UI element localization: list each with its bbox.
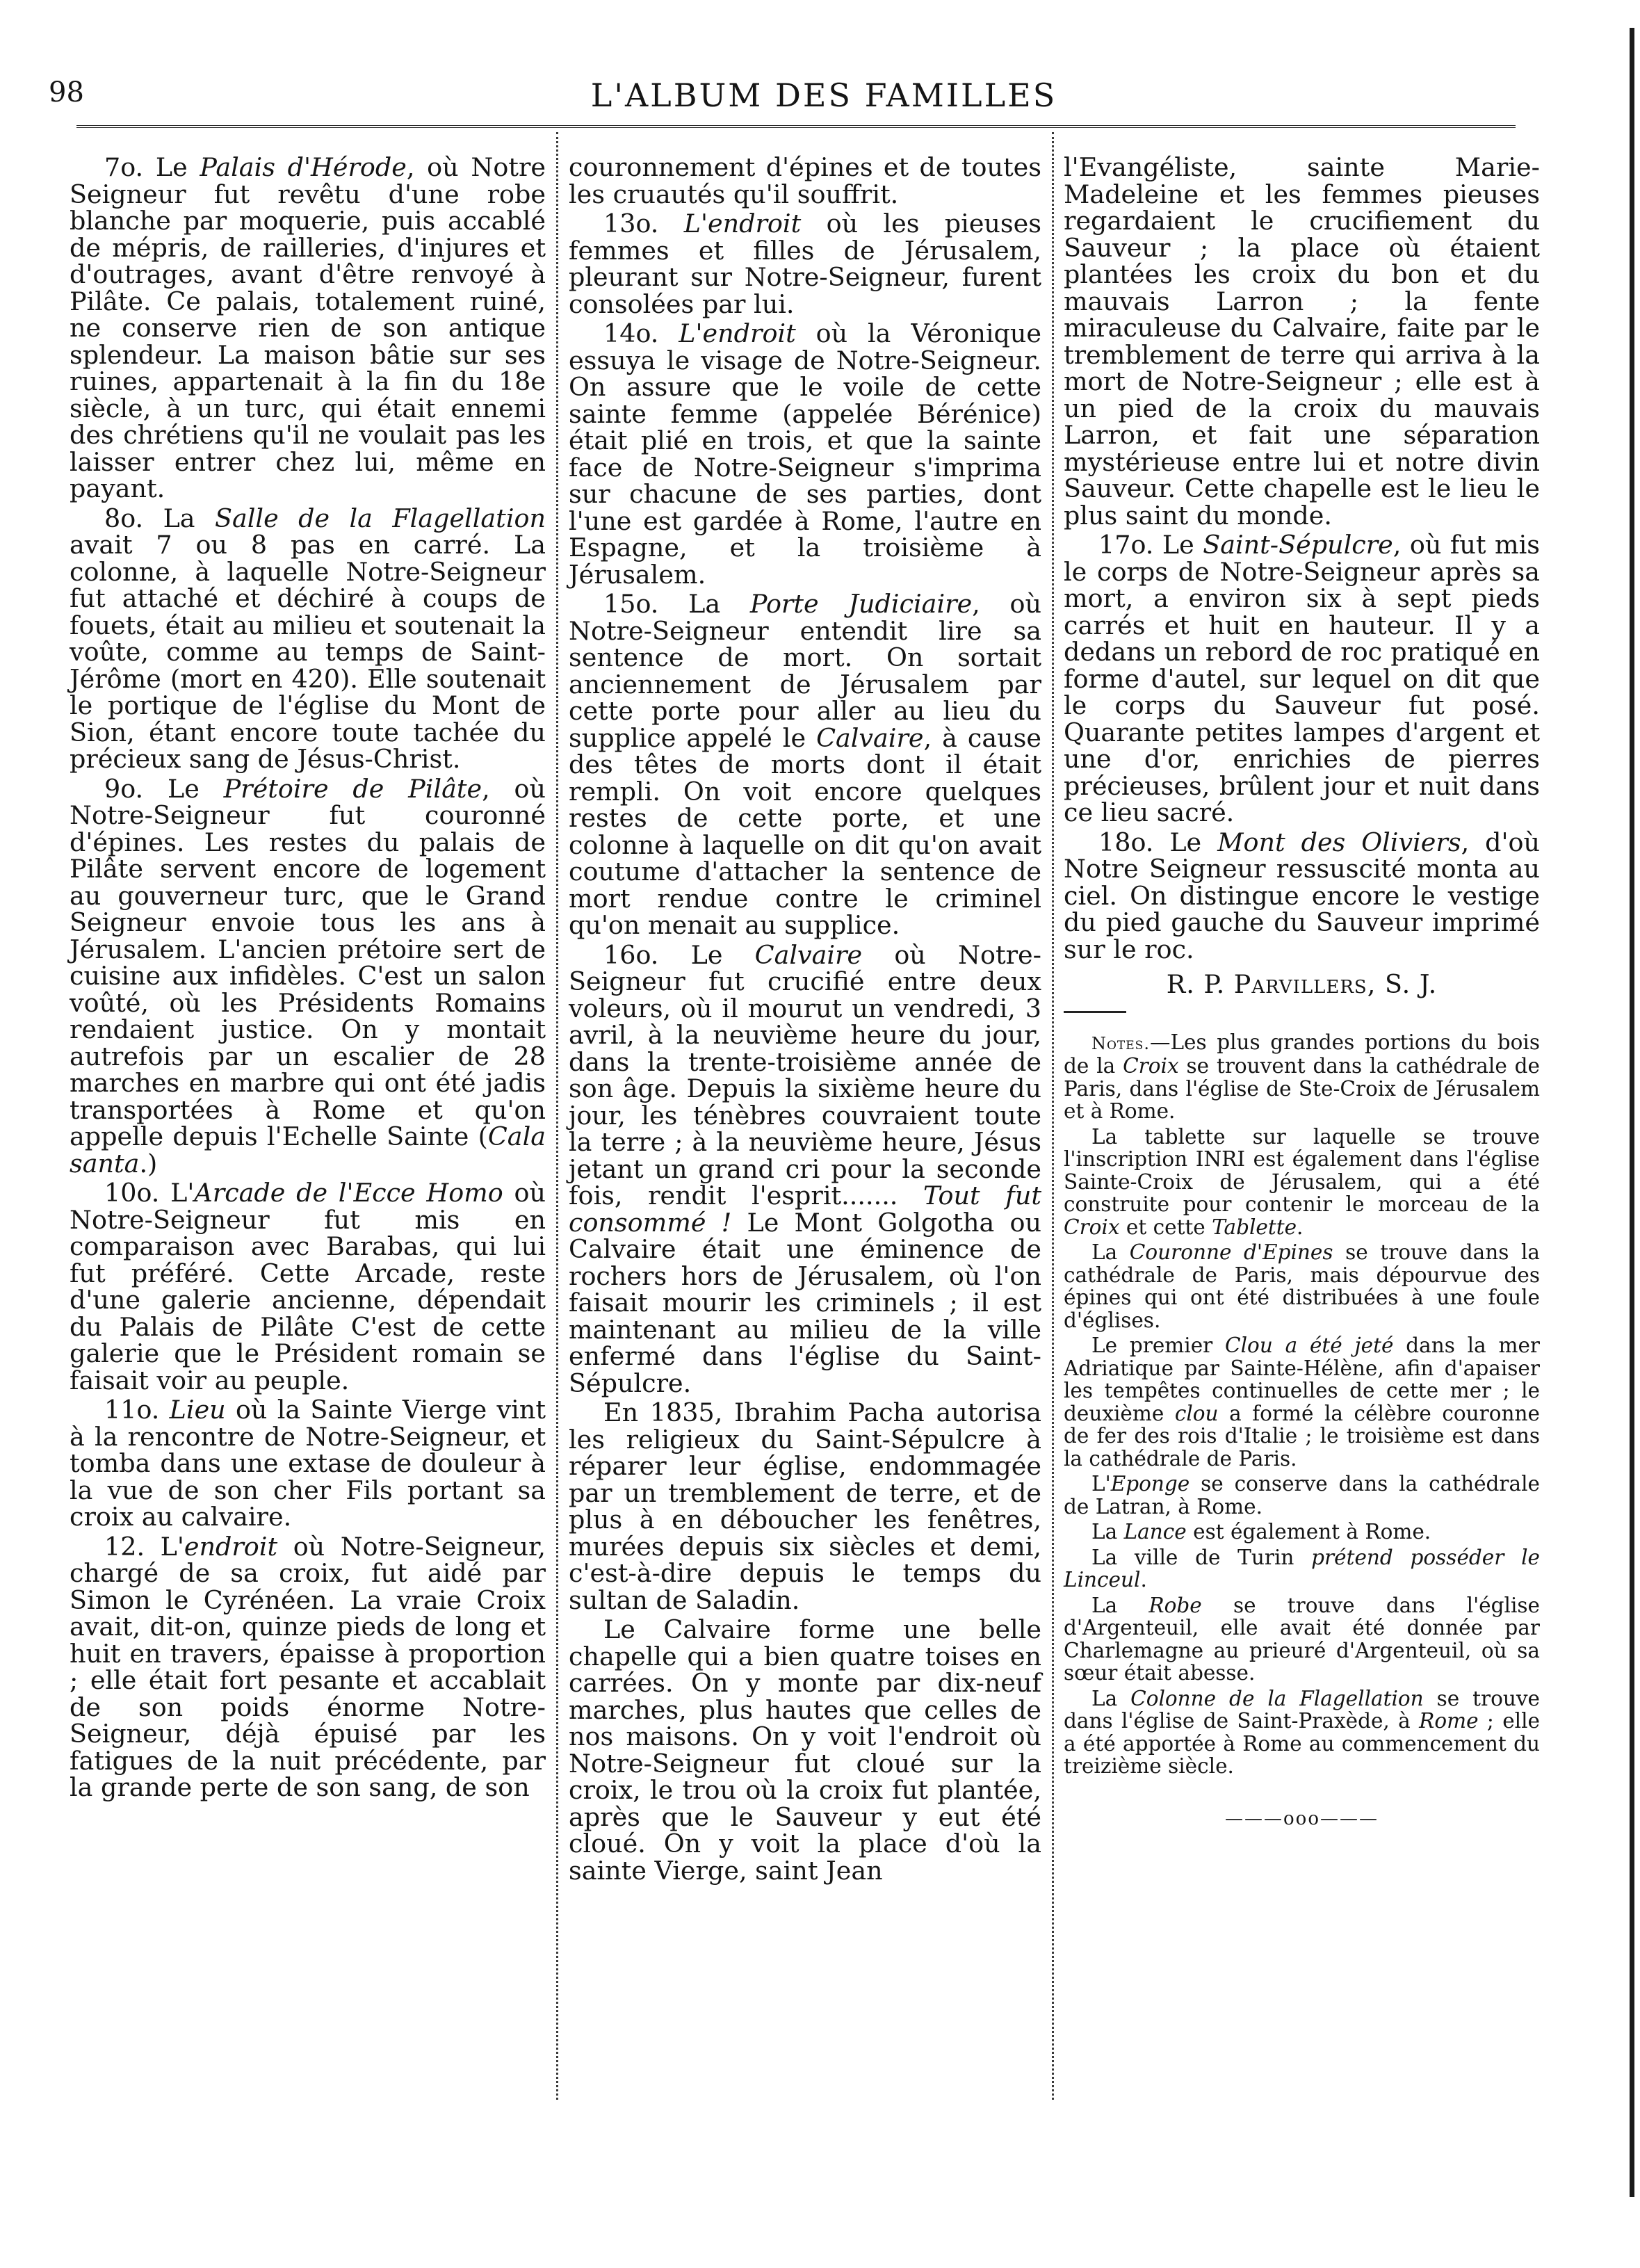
italic-text: Eponge bbox=[1110, 1472, 1190, 1496]
text-run: est également à Rome. bbox=[1186, 1520, 1431, 1544]
text-run: .) bbox=[139, 1148, 158, 1178]
text-run: . bbox=[1140, 1568, 1147, 1591]
article-paragraph bbox=[70, 505, 546, 773]
text-run: se conserve dans la cathédrale de Latran, à Rome. bbox=[1064, 1472, 1540, 1518]
text-run: En 1835, Ibrahim Pacha autorisa les religieux du Saint-Sépulcre à réparer leur église, endommagée par un tremblement de terre, et de plus à en déboucher les fenêtres, murées depuis six siècles et demi, c'est-à-dire depuis le temps du sultan de Saladin. bbox=[569, 1398, 1041, 1615]
note-paragraph bbox=[1064, 1031, 1540, 1123]
note-paragraph bbox=[1064, 1241, 1540, 1331]
italic-text: Arcade de l'Ecce Homo bbox=[194, 1178, 503, 1208]
text-run: La bbox=[1091, 1593, 1149, 1617]
text-run: 14o. bbox=[603, 318, 679, 348]
text-run: . bbox=[1297, 1215, 1304, 1239]
article-paragraph bbox=[569, 1614, 1041, 1886]
text-run: , d'où Notre Seigneur ressuscité monta au ciel. On distingue encore le vestige du pied gauche du Sauveur imprimé sur le roc. bbox=[1064, 827, 1540, 964]
text-run: , où Notre Seigneur fut revêtu d'une robe blanche par moquerie, puis accablé de mépris, de railleries, d'injures et d'outrages, avant d'être renvoyé à Pilâte. Ce palais, totalement ruiné, ne conserve rien de son antique splendeur. La maison bâtie sur ses ruines, appartenait à la fin du 18e siècle, à un turc, qui était ennemi des chrétiens qu'il ne voulait pas les laisser entrer chez lui, même en payant. bbox=[70, 152, 546, 503]
text-run: La bbox=[1091, 1240, 1130, 1264]
italic-text: Lieu bbox=[169, 1395, 226, 1425]
italic-text: Mont des Oliviers bbox=[1217, 827, 1461, 857]
text-run: où Notre-Seigneur fut crucifié entre deux voleurs, où il mourut un vendredi, 3 avril, à la neuvième heure du jour, dans la trente-troisième année de son âge. Depuis la sixième heure du jour, les ténèbres couvraient toute la terre ; à la neuvième heure, Jésus jetant un grand cri pour la seconde fois, rendit l'esprit....... bbox=[569, 939, 1041, 1210]
article-paragraph bbox=[569, 154, 1041, 208]
text-run: et cette bbox=[1119, 1215, 1212, 1239]
text-run: où les pieuses femmes et filles de Jérusalem, pleurant sur Notre-Seigneur, furent consolées par lui. bbox=[569, 209, 1041, 319]
text-run: —Les plus grandes portions du bois de la bbox=[1064, 1030, 1540, 1078]
article-paragraph bbox=[70, 1531, 546, 1802]
italic-text: Robe bbox=[1148, 1593, 1202, 1617]
text-run: La bbox=[1091, 1520, 1124, 1544]
end-ornament: ———ooo——— bbox=[1225, 1808, 1379, 1829]
text-run: 15o. La bbox=[603, 589, 750, 619]
article-paragraph bbox=[569, 318, 1041, 590]
text-run: 8o. La bbox=[104, 503, 215, 533]
notes-section bbox=[1064, 1031, 1540, 1778]
text-run: où Notre-Seigneur, chargé de sa croix, fut aidé par Simon le Cyrénéen. La vraie Croix avait, dit-on, quinze pieds de long et huit en travers, épaisse à proportion ; elle était fort pesante et accablait de son poids énorme Notre-Seigneur, déjà épuisé par les fatigues de la nuit précédente, par la grande perte de son sang, de son bbox=[70, 1531, 546, 1802]
author-signature: R. P. Parvillers, S. J. bbox=[1166, 969, 1438, 999]
note-paragraph bbox=[1064, 1473, 1540, 1518]
text-run: couronnement d'épines et de toutes les cruautés qu'il souffrit. bbox=[569, 152, 1041, 209]
italic-text: Calvaire bbox=[816, 722, 924, 753]
italic-text: endroit bbox=[184, 1531, 278, 1562]
italic-text: prétend posséder le Linceul bbox=[1064, 1545, 1540, 1591]
article-paragraph bbox=[70, 154, 546, 503]
article-paragraph bbox=[569, 939, 1041, 1398]
italic-text: Prétoire de Pilâte bbox=[223, 773, 482, 804]
page-header bbox=[49, 70, 1599, 118]
text-run: se trouvent dans la cathédrale de Paris, dans l'église de Ste-Croix de Jérusalem et à Rome. bbox=[1064, 1054, 1540, 1123]
italic-text: Lance bbox=[1123, 1520, 1187, 1544]
italic-text: Croix bbox=[1123, 1054, 1179, 1078]
italic-text: L'endroit bbox=[683, 209, 802, 238]
text-run: a formé la célèbre couronne de fer des rois d'Italie ; le troisième est dans la cathédrale de Paris. bbox=[1064, 1401, 1540, 1471]
note-paragraph bbox=[1064, 1546, 1540, 1591]
column-middle bbox=[569, 154, 1041, 1887]
column-rule-left bbox=[556, 132, 558, 2100]
italic-text: L'endroit bbox=[679, 318, 796, 348]
text-run: , où fut mis le corps de Notre-Seigneur après sa mort, a environ six à sept pieds carrés et huit en hauteur. Il y a dedans un rebord de roc pratiqué en forme d'autel, sur lequel on dit que le corps du Sauveur fut posé. Quarante petites lampes d'argent et une d'or, enrichies de pierres précieuses, brûlent jour et nuit dans ce lieu sacré. bbox=[1064, 530, 1540, 827]
text-run: 11o. bbox=[104, 1395, 170, 1425]
text-run: 9o. Le bbox=[104, 773, 224, 804]
column-rule-right bbox=[1052, 132, 1054, 2100]
text-run: Le Calvaire forme une belle chapelle qui a bien quatre toises en carrées. On y monte par dix-neuf marches, plus hautes que celles de nos maisons. On y voit l'endroit où Notre-Seigneur fut cloué sur la croix, le trou où la croix fut plantée, après que le Sauveur y eut été cloué. On y voit la place d'où la sainte Vierge, saint Jean bbox=[569, 1614, 1041, 1886]
column-left bbox=[70, 154, 546, 1804]
article-paragraph bbox=[569, 1400, 1041, 1614]
text-run: La tablette sur laquelle se trouve l'inscription INRI est également dans l'église Sainte-Croix de Jérusalem, qui a été construite pour contenir le morceau de la bbox=[1064, 1124, 1540, 1216]
text-run: où la Sainte Vierge vint à la rencontre de Notre-Seigneur, et tomba dans une extase de douleur à la vue de son cher Fils portant sa croix au calvaire. bbox=[70, 1395, 546, 1532]
italic-text: Salle de la Flagellation bbox=[214, 503, 546, 533]
article-paragraph bbox=[1064, 829, 1540, 964]
notes-separator bbox=[1064, 1011, 1126, 1013]
notes-label: Notes. bbox=[1091, 1033, 1150, 1053]
text-run: , à cause des têtes de morts dont il était rempli. On voit encore quelques restes de cette porte, et une colonne à laquelle on dit qu'on avait coutume d'attacher la sentence de mort rendue contre le criminel qu'on menait au supplice. bbox=[569, 722, 1041, 940]
text-run: se trouve dans la cathédrale de Paris, mais dépourvue des épines qui ont été distribuées à une foule d'églises. bbox=[1064, 1240, 1540, 1332]
text-run: 7o. Le bbox=[104, 152, 200, 182]
text-run: La ville de Turin bbox=[1091, 1545, 1312, 1569]
article-paragraph bbox=[569, 591, 1041, 939]
note-paragraph bbox=[1064, 1687, 1540, 1778]
article-paragraph bbox=[1064, 532, 1540, 827]
note-paragraph bbox=[1064, 1594, 1540, 1685]
italic-text: Palais d'Hérode bbox=[200, 152, 407, 182]
text-run: Le Mont Golgotha ou Calvaire était une éminence de rochers hors de Jérusalem, où l'on faisait mourir les criminels ; il est maintenant au milieu de la ville enfermé dans l'église du Saint-Sépulcre. bbox=[569, 1207, 1041, 1398]
note-paragraph bbox=[1064, 1521, 1540, 1544]
note-paragraph bbox=[1064, 1334, 1540, 1470]
text-run: , où Notre-Seigneur entendit lire sa sentence de mort. On sortait anciennement de Jérusalem par cette porte pour aller au lieu du supplice appelé le bbox=[569, 589, 1041, 753]
text-run: où Notre-Seigneur fut mis en comparaison avec Barabas, qui lui fut préféré. Cette Arcade, reste d'une galerie ancienne, dépendait du Palais de Pilâte C'est de cette galerie que le Président romain se faisait voir au peuple. bbox=[70, 1178, 546, 1395]
article-paragraph bbox=[70, 1397, 546, 1531]
italic-text: Couronne d'Epines bbox=[1129, 1240, 1333, 1264]
text-run: Le premier bbox=[1091, 1334, 1226, 1357]
text-run: 17o. Le bbox=[1098, 530, 1203, 560]
italic-text: Porte Judiciaire bbox=[749, 589, 973, 619]
text-run: 13o. bbox=[603, 209, 684, 238]
italic-text: Saint-Sépulcre bbox=[1203, 530, 1393, 560]
note-paragraph bbox=[1064, 1126, 1540, 1239]
text-run: où la Véronique essuya le visage de Notre-Seigneur. On assure que le voile de cette sainte femme (appelée Bérénice) était plié en trois, et que la sainte face de Notre-Seigneur s'imprima sur chacune de ses parties, dont l'une est gardée à Rome, l'autre en Espagne, et la troisième à Jérusalem. bbox=[569, 318, 1041, 590]
italic-text: Calvaire bbox=[754, 939, 863, 970]
text-run: , où Notre-Seigneur fut couronné d'épines. Les restes du palais de Pilâte servent encore de logement au gouverneur turc, que le Grand Seigneur envoie tous les ans à Jérusalem. L'ancien prétoire sert de cuisine aux infidèles. C'est un salon voûté, où les Présidents Romains rendaient justice. On y montait autrefois par un escalier de 28 marches en marbre qui ont été jadis transportées à Rome et qu'on appelle depuis l'Echelle Sainte ( bbox=[70, 773, 546, 1151]
italic-text: Cala santa bbox=[70, 1121, 546, 1178]
article-paragraph bbox=[1064, 154, 1540, 529]
text-run: L' bbox=[1091, 1472, 1111, 1496]
article-paragraph bbox=[569, 211, 1041, 318]
article-paragraph bbox=[70, 1180, 546, 1394]
article-paragraph bbox=[70, 773, 546, 1178]
italic-text: Croix bbox=[1064, 1215, 1120, 1239]
column-right bbox=[1064, 154, 1540, 1832]
italic-text: Rome bbox=[1419, 1709, 1479, 1733]
text-run: La bbox=[1091, 1686, 1131, 1710]
italic-text: Tablette bbox=[1212, 1215, 1297, 1239]
running-title: L'ALBUM DES FAMILLES bbox=[590, 76, 1057, 114]
right-margin-mark bbox=[1630, 28, 1634, 2197]
text-run: avait 7 ou 8 pas en carré. La colonne, à laquelle Notre-Seigneur fut attaché et déchiré à coups de fouets, était au milieu et soutenait la voûte, comme au temps de Saint-Jérôme (mort en 420). Elle soutenait le portique de l'église du Mont de Sion, étant encore toute tachée du précieux sang de Jésus-Christ. bbox=[70, 530, 546, 774]
text-run: 16o. Le bbox=[603, 939, 755, 970]
page-number: 98 bbox=[49, 76, 84, 108]
text-run: dans la mer Adriatique par Sainte-Hélène, afin d'apaiser les tempêtes continuelles de cette mer ; le deuxième bbox=[1064, 1334, 1541, 1425]
italic-text: clou bbox=[1174, 1401, 1219, 1425]
text-run: 18o. Le bbox=[1098, 827, 1218, 857]
text-run: se trouve dans l'église d'Argenteuil, elle avait été donnée par Charlemagne au prieuré d'Argenteuil, où sa sœur était abesse. bbox=[1064, 1593, 1540, 1685]
text-run: 12. L' bbox=[104, 1531, 184, 1562]
italic-text: Tout fut consommé ! bbox=[569, 1181, 1041, 1238]
text-run: ; elle a été apportée à Rome au commencement du treizième siècle. bbox=[1064, 1709, 1541, 1778]
italic-text: Colonne de la Flagellation bbox=[1130, 1686, 1424, 1710]
italic-text: Clou a été jeté bbox=[1225, 1334, 1394, 1357]
text-run: 10o. L' bbox=[104, 1178, 195, 1208]
text-run: se trouve dans l'église de Saint-Praxède, à bbox=[1064, 1686, 1540, 1733]
header-rule bbox=[76, 125, 1516, 128]
text-run: l'Evangéliste, sainte Marie-Madeleine et les femmes pieuses regardaient le crucifiement du Sauveur ; la place où étaient plantées les croix du bon et du mauvais Larron ; la fente miraculeuse du Calvaire, faite par le tremblement de terre qui arriva à la mort de Notre-Seigneur ; elle est à un pied de la croix du mauvais Larron, et fait une séparation mystérieuse entre lui et notre divin Sauveur. Cette chapelle est le lieu le plus saint du monde. bbox=[1064, 152, 1540, 530]
